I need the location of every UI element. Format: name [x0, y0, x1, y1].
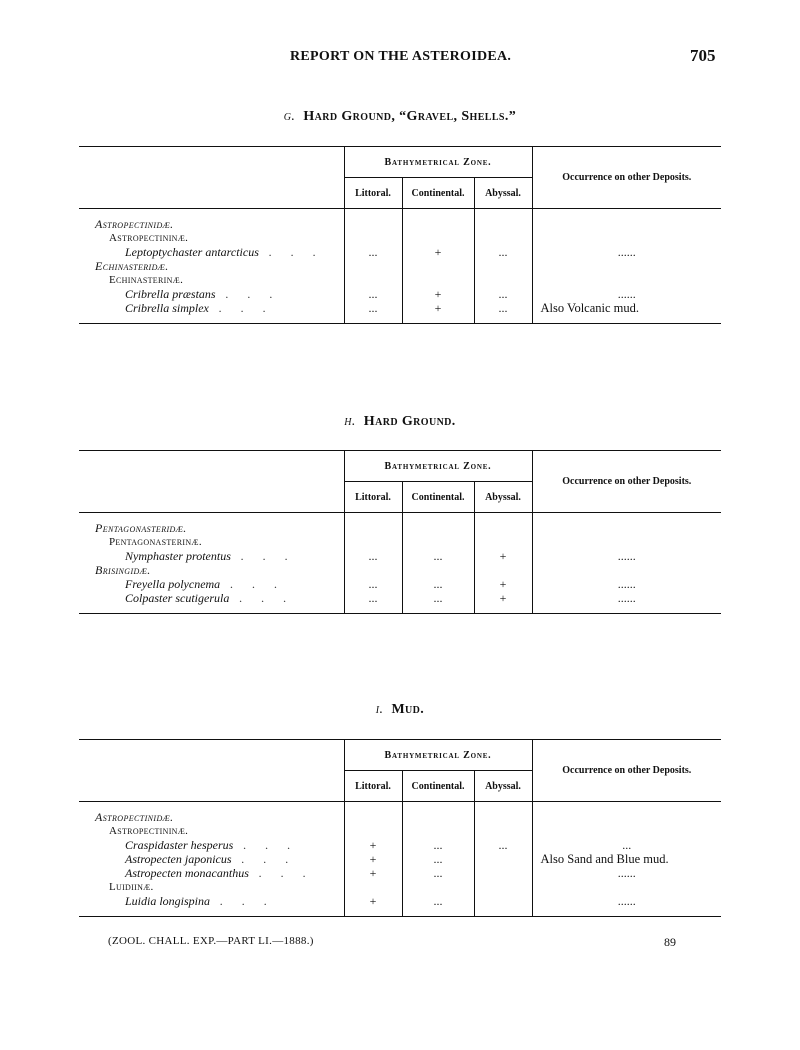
subfamily-name: Pentagonasterinæ.	[109, 536, 202, 548]
continental-header: Continental.	[402, 482, 474, 513]
species-label: Nymphaster protentus	[125, 549, 231, 563]
occurrence-cell	[533, 231, 722, 245]
abyssal-column	[474, 513, 532, 614]
littoral-cell: +	[369, 866, 377, 880]
abyssal-cell	[475, 852, 532, 866]
family-name: Pentagonasteridæ.	[95, 521, 187, 535]
occurrence-cell: ......	[617, 866, 636, 880]
abyssal-cell: +	[499, 549, 507, 563]
subfamily-name: Astropectininæ.	[109, 825, 189, 837]
littoral-cell	[345, 824, 402, 838]
species-label: Cribrella simplex	[125, 301, 209, 315]
occurrence-cell: Also Volcanic mud.	[540, 301, 640, 315]
species-name	[79, 301, 344, 315]
page-number: 705	[690, 46, 716, 65]
section-heading: Hard Ground, “Gravel, Shells.”	[303, 109, 517, 124]
section-letter: h.	[344, 414, 356, 429]
abyssal-cell	[475, 217, 532, 231]
species-column-header	[79, 740, 344, 802]
littoral-header: Littoral.	[344, 771, 402, 802]
abyssal-cell	[475, 535, 532, 549]
abyssal-cell	[475, 824, 532, 838]
occurrence-header: Occurrence on other Deposits.	[532, 147, 721, 209]
species-name	[79, 838, 344, 852]
abyssal-cell	[475, 866, 532, 880]
abyssal-header: Abyssal.	[474, 178, 532, 209]
species-column-header	[79, 451, 344, 513]
footer-signature: 89	[664, 935, 676, 949]
continental-cell	[403, 273, 474, 287]
littoral-cell: ...	[368, 577, 378, 591]
littoral-header: Littoral.	[344, 178, 402, 209]
leader-dots: . . .	[258, 866, 314, 880]
occurrence-cell: ......	[617, 245, 636, 259]
abyssal-cell	[475, 521, 532, 535]
bathymetrical-zone-header: Bathymetrical Zone.	[344, 147, 532, 178]
littoral-cell	[345, 217, 402, 231]
continental-header: Continental.	[402, 771, 474, 802]
occurrence-cell: Also Sand and Blue mud.	[540, 852, 669, 866]
abyssal-cell: ...	[498, 838, 508, 852]
littoral-cell: +	[369, 894, 377, 908]
running-head: REPORT ON THE ASTEROIDEA.	[290, 49, 512, 64]
littoral-cell	[345, 273, 402, 287]
continental-cell: ...	[433, 852, 443, 866]
family-name: Echinasteridæ.	[95, 259, 169, 273]
littoral-cell	[345, 259, 402, 273]
section-heading: Hard Ground.	[363, 414, 456, 429]
leader-dots: . . .	[225, 287, 281, 301]
deposit-table-h	[79, 450, 721, 614]
continental-cell: ...	[433, 577, 443, 591]
littoral-cell: +	[369, 852, 377, 866]
continental-cell: ...	[433, 866, 443, 880]
subfamily-name: Astropectininæ.	[109, 232, 189, 244]
continental-cell	[403, 535, 474, 549]
continental-header: Continental.	[402, 178, 474, 209]
continental-cell	[403, 259, 474, 273]
species-name	[79, 245, 344, 259]
littoral-column	[344, 802, 402, 917]
abyssal-cell	[475, 880, 532, 894]
littoral-cell	[345, 521, 402, 535]
occurrence-column	[532, 209, 721, 324]
leader-dots: . . .	[268, 245, 324, 259]
occurrence-cell: ......	[617, 591, 636, 605]
littoral-cell	[345, 880, 402, 894]
littoral-cell: ...	[368, 549, 378, 563]
occurrence-cell	[533, 810, 722, 824]
deposit-table-i	[79, 739, 721, 917]
littoral-cell	[345, 535, 402, 549]
abyssal-cell	[475, 259, 532, 273]
bathymetrical-zone-header: Bathymetrical Zone.	[344, 740, 532, 771]
abyssal-cell: +	[499, 591, 507, 605]
abyssal-header: Abyssal.	[474, 771, 532, 802]
continental-cell: ...	[433, 838, 443, 852]
continental-column	[402, 513, 474, 614]
species-label: Cribrella præstans	[125, 287, 216, 301]
littoral-cell	[345, 810, 402, 824]
species-name	[79, 894, 344, 908]
section-letter: g.	[283, 109, 296, 124]
continental-cell: +	[434, 287, 442, 301]
continental-column	[402, 802, 474, 917]
continental-cell: ...	[433, 591, 443, 605]
abyssal-cell	[475, 894, 532, 908]
family-name: Astropectinidæ.	[95, 810, 174, 824]
abyssal-cell	[475, 810, 532, 824]
section-title-g	[0, 109, 800, 125]
footer-citation: (ZOOL. CHALL. EXP.—PART LI.—1888.)	[108, 935, 314, 947]
littoral-header: Littoral.	[344, 482, 402, 513]
abyssal-cell	[475, 231, 532, 245]
occurrence-cell	[533, 273, 722, 287]
occurrence-column	[532, 802, 721, 917]
species-name	[79, 852, 344, 866]
occurrence-header: Occurrence on other Deposits.	[532, 740, 721, 802]
occurrence-cell	[533, 521, 722, 535]
continental-cell	[403, 521, 474, 535]
occurrence-cell: ......	[617, 577, 636, 591]
littoral-cell	[345, 563, 402, 577]
subfamily-name: Luidiinæ.	[109, 881, 154, 893]
occurrence-cell	[533, 217, 722, 231]
name-column	[79, 209, 344, 324]
leader-dots: . . .	[243, 838, 299, 852]
occurrence-cell: ......	[617, 894, 636, 908]
section-title-i	[0, 702, 800, 718]
family-name: Brisingidæ.	[95, 563, 151, 577]
species-label: Colpaster scutigerula	[125, 591, 230, 605]
abyssal-column	[474, 209, 532, 324]
continental-column	[402, 209, 474, 324]
leader-dots: . . .	[239, 591, 295, 605]
name-column	[79, 802, 344, 917]
continental-cell	[403, 217, 474, 231]
occurrence-cell	[533, 259, 722, 273]
species-column-header	[79, 147, 344, 209]
species-label: Craspidaster hesperus	[125, 838, 234, 852]
littoral-column	[344, 513, 402, 614]
abyssal-cell: +	[499, 577, 507, 591]
littoral-cell: ...	[368, 245, 378, 259]
continental-cell	[403, 824, 474, 838]
continental-cell: +	[434, 245, 442, 259]
abyssal-cell: ...	[498, 287, 508, 301]
leader-dots: . . .	[240, 549, 296, 563]
abyssal-cell: ...	[498, 245, 508, 259]
littoral-column	[344, 209, 402, 324]
continental-cell	[403, 810, 474, 824]
leader-dots: . . .	[241, 852, 297, 866]
occurrence-cell: ...	[622, 838, 632, 852]
occurrence-cell	[533, 535, 722, 549]
species-name	[79, 549, 344, 563]
bathymetrical-zone-header: Bathymetrical Zone.	[344, 451, 532, 482]
species-label: Leptoptychaster antarcticus	[125, 245, 259, 259]
continental-cell	[403, 231, 474, 245]
occurrence-header: Occurrence on other Deposits.	[532, 451, 721, 513]
section-letter: i.	[375, 702, 384, 717]
littoral-cell: ...	[368, 591, 378, 605]
name-column	[79, 513, 344, 614]
littoral-cell: ...	[368, 301, 378, 315]
section-heading: Mud.	[391, 702, 425, 717]
species-label: Astropecten japonicus	[125, 852, 232, 866]
occurrence-cell	[533, 563, 722, 577]
littoral-cell: +	[369, 838, 377, 852]
deposit-table-g	[79, 146, 721, 324]
continental-cell: ...	[433, 894, 443, 908]
abyssal-column	[474, 802, 532, 917]
occurrence-cell: ......	[617, 287, 636, 301]
littoral-cell: ...	[368, 287, 378, 301]
species-label: Freyella polycnema	[125, 577, 221, 591]
continental-cell	[403, 880, 474, 894]
abyssal-cell: ...	[498, 301, 508, 315]
continental-cell	[403, 563, 474, 577]
littoral-cell	[345, 231, 402, 245]
occurrence-column	[532, 513, 721, 614]
family-name: Astropectinidæ.	[95, 217, 174, 231]
leader-dots: . . .	[230, 577, 286, 591]
continental-cell: ...	[433, 549, 443, 563]
species-name	[79, 591, 344, 605]
species-name	[79, 577, 344, 591]
abyssal-cell	[475, 273, 532, 287]
abyssal-cell	[475, 563, 532, 577]
occurrence-cell	[533, 824, 722, 838]
occurrence-cell: ......	[617, 549, 636, 563]
species-label: Luidia longispina	[125, 894, 211, 908]
section-title-h	[0, 414, 800, 430]
species-name	[79, 287, 344, 301]
subfamily-name: Echinasterinæ.	[109, 274, 184, 286]
abyssal-header: Abyssal.	[474, 482, 532, 513]
species-label: Astropecten monacanthus	[125, 866, 249, 880]
continental-cell: +	[434, 301, 442, 315]
occurrence-cell	[533, 880, 722, 894]
leader-dots: . . .	[220, 894, 276, 908]
leader-dots: . . .	[218, 301, 274, 315]
species-name	[79, 866, 344, 880]
